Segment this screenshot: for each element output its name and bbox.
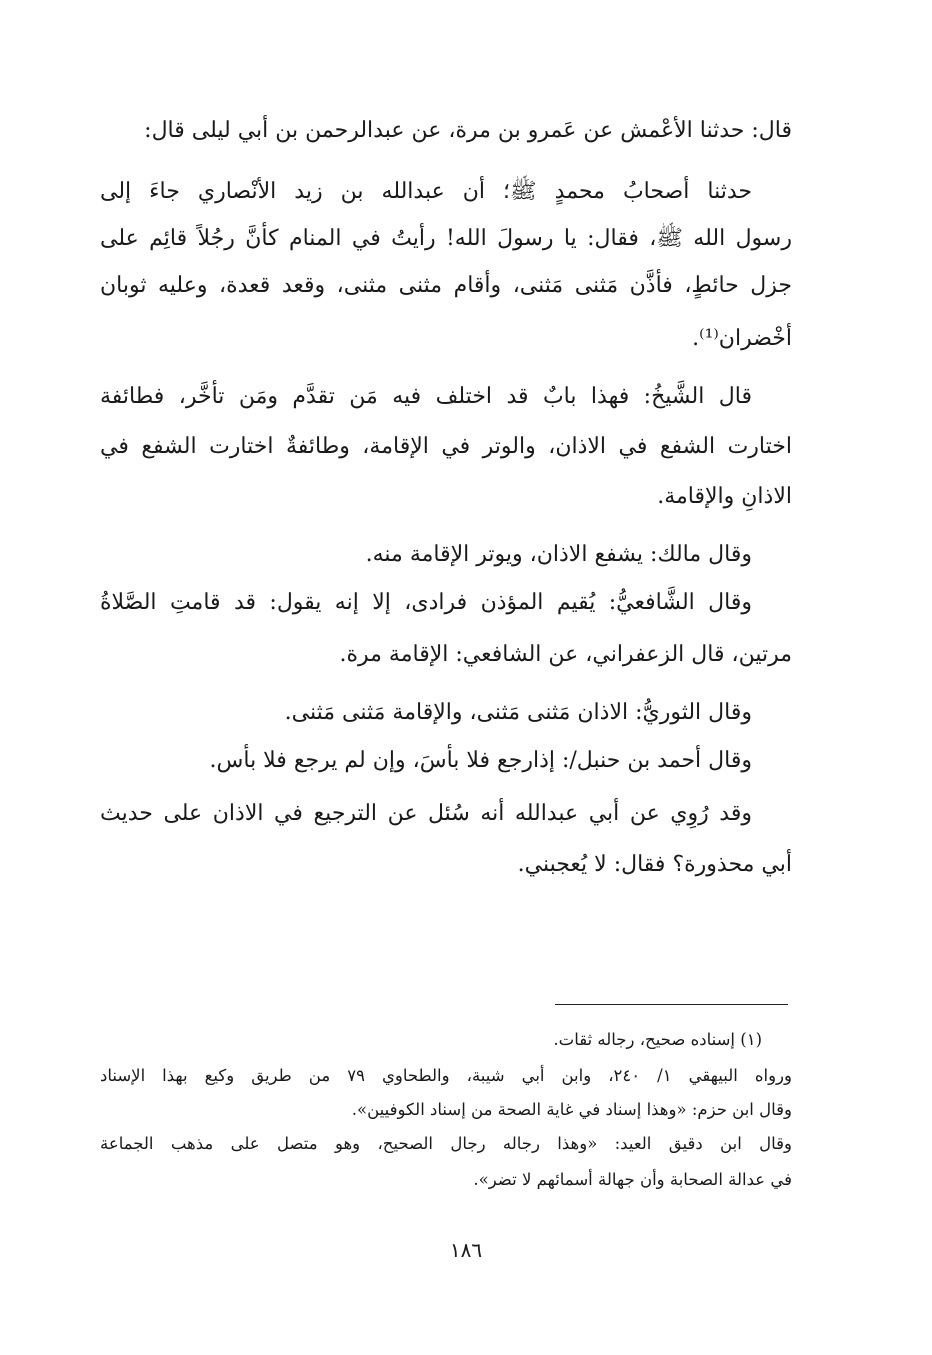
footnote-line-2: ورواه البيهقي ١/ ٢٤٠، وابن أبي شيبة، والطحاوي ٧٩ من طريق وكيع بهذا الإسناد bbox=[100, 1066, 792, 1085]
body-line-7: اختارت الشفع في الاذان، والوتر في الإقامة، وطائفةٌ اختارت الشفع في bbox=[100, 434, 792, 459]
body-line-12: وقال الثوريُّ: الاذان مَثنى مَثنى، والإقامة مَثنى مَثنى. bbox=[284, 700, 752, 725]
footnote-line-5: في عدالة الصحابة وأن جهالة أسمائهم لا تضر». bbox=[473, 1170, 792, 1189]
footnote-line-4: وقال ابن دقيق العيد: «وهذا رجاله رجال الصحيح، وهو متصل على مذهب الجماعة bbox=[100, 1134, 792, 1153]
footnote-line-3: وقال ابن حزم: «وهذا إسناد في غاية الصحة من إسناد الكوفيين». bbox=[351, 1100, 792, 1119]
body-line-6: قال الشَّيخُ: فهذا بابٌ قد اختلف فيه مَن تقدَّم ومَن تأخَّر، فطائفة bbox=[100, 384, 752, 409]
body-line-11: مرتين، قال الزعفراني، عن الشافعي: الإقامة مرة. bbox=[339, 642, 792, 667]
footnote-separator bbox=[555, 1004, 788, 1005]
body-line-2: حدثنا أصحابُ محمدٍ ﷺ؛ أن عبدالله بن زيد الأنْصاري جاءَ إلى bbox=[100, 179, 752, 204]
body-line-13: وقال أحمد بن حنبل/: إذارجع فلا بأسَ، وإن لم يرجع فلا بأس. bbox=[209, 748, 752, 773]
page-number: ١٨٦ bbox=[449, 1238, 483, 1262]
body-line-4: جزل حائطٍ، فأذَّن مَثنى مَثنى، وأقام مثنى مثنى، وقعد قعدة، وعليه ثوبان bbox=[100, 273, 792, 298]
body-line-14: وقد رُوِي عن أبي عبدالله أنه سُئل عن الترجيع في الاذان على حديث bbox=[100, 801, 752, 826]
body-line-5: أخْضران⁽¹⁾. bbox=[692, 326, 792, 351]
body-line-9: وقال مالك: يشفع الاذان، ويوتر الإقامة منه. bbox=[365, 542, 752, 567]
body-line-1: قال: حدثنا الأعْمش عن عَمرو بن مرة، عن عبدالرحمن بن أبي ليلى قال: bbox=[144, 118, 792, 143]
body-line-10: وقال الشَّافعيُّ: يُقيم المؤذن فرادى، إلا إنه يقول: قد قامتِ الصَّلاةُ bbox=[100, 590, 752, 615]
body-line-3: رسول الله ﷺ، فقال: يا رسولَ الله! رأيتُ في المنام كأنَّ رجُلاً قائِم على bbox=[100, 226, 792, 251]
body-line-15: أبي محذورة؟ فقال: لا يُعجبني. bbox=[517, 852, 792, 877]
footnote-line-1: (١) إسناده صحيح، رجاله ثقات. bbox=[553, 1030, 762, 1049]
body-line-8: الاذانِ والإقامة. bbox=[657, 484, 792, 509]
